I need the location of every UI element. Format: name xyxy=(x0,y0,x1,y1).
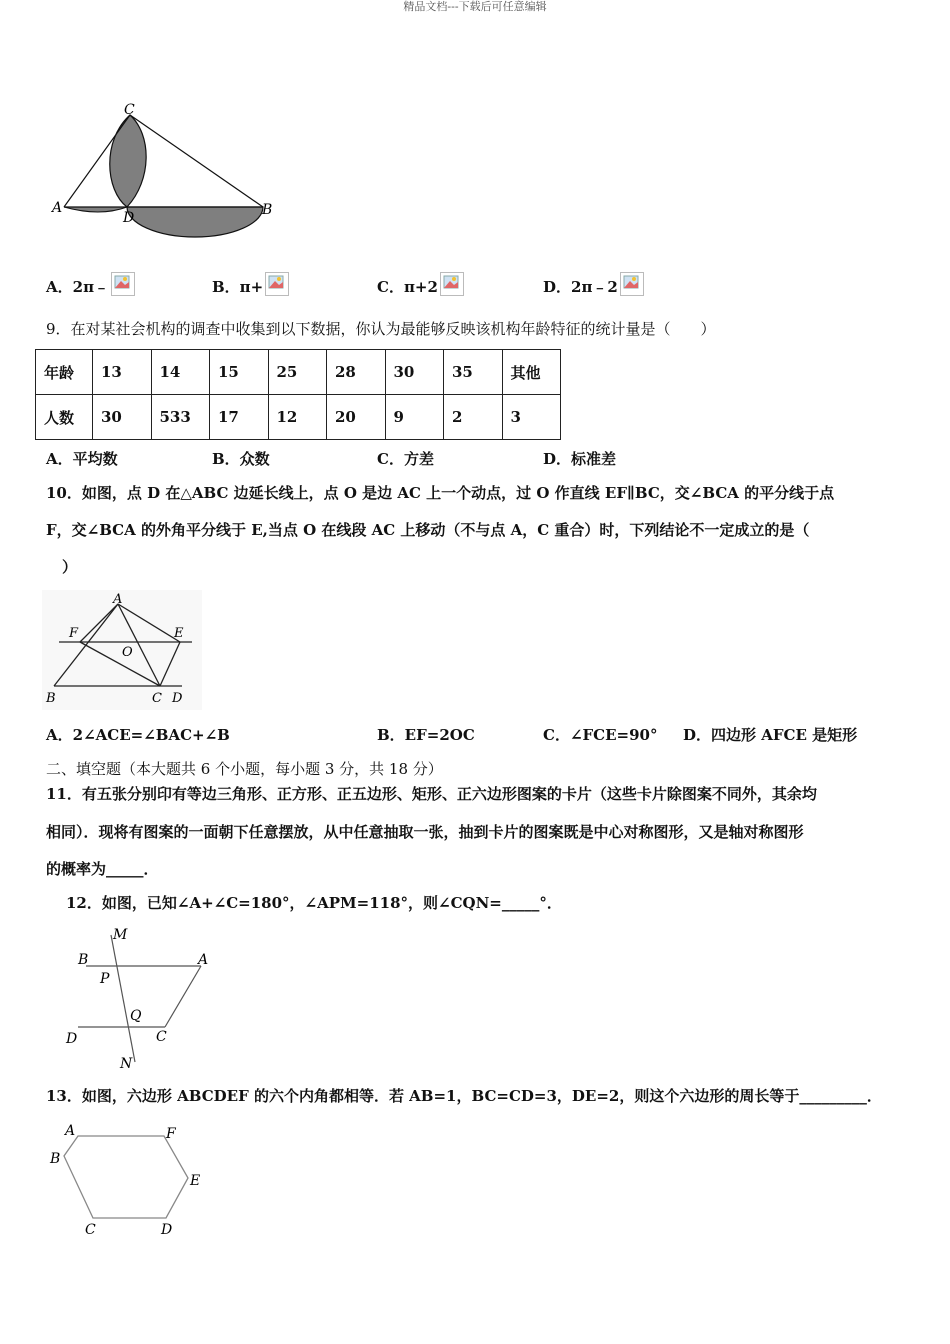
q10-option-d[interactable]: D．四边形 AFCE 是矩形 xyxy=(683,726,858,744)
page-header: 精品文档---下载后可任意编辑 xyxy=(403,0,547,13)
label-d: D xyxy=(123,210,135,226)
q12-stem: 12．如图，已知∠A+∠C=180°，∠APM=118°，则∠CQN=_____°． xyxy=(66,894,562,912)
table-row xyxy=(36,350,561,395)
label-e: E xyxy=(174,626,184,641)
q9-option-d[interactable]: D．标准差 xyxy=(543,450,617,468)
table-cell: 533 xyxy=(151,395,210,440)
figure-q8 xyxy=(40,95,290,255)
label-a: A xyxy=(65,1123,76,1139)
label-c: C xyxy=(85,1222,96,1238)
q10-line-3: ） xyxy=(62,558,78,576)
label-a: A xyxy=(198,952,209,968)
table-cell: 14 xyxy=(151,350,210,395)
q9-option-c[interactable]: C．方差 xyxy=(377,450,434,468)
label-f: F xyxy=(166,1126,176,1142)
q10-option-b[interactable]: B．EF=2OC xyxy=(377,726,475,744)
q8-option-c[interactable] xyxy=(377,272,464,297)
label-d: D xyxy=(172,691,183,706)
q9-table xyxy=(35,349,561,440)
label-b: B xyxy=(262,202,273,218)
table-cell: 30 xyxy=(385,350,444,395)
q8-option-d[interactable] xyxy=(543,272,644,297)
q11-line-2: 相同）．现将有图案的一面朝下任意摆放，从中任意抽取一张，抽到卡片的图案既是中心对称图形，又是轴对称图形 xyxy=(46,823,804,841)
table-cell: 3 xyxy=(502,395,561,440)
label-c: C xyxy=(124,102,135,118)
q11-line-3: 的概率为_____． xyxy=(46,860,159,878)
label-b: B xyxy=(46,691,56,706)
broken-image-icon xyxy=(440,272,464,296)
q8-option-d-label: D．2π﹣2 xyxy=(543,278,618,296)
q11-line-1: 11．有五张分别印有等边三角形、正方形、正五边形、矩形、正六边形图案的卡片（这些卡片除图案不同外，其余均 xyxy=(46,785,817,803)
line-mn xyxy=(111,935,135,1062)
shaded-small-arc xyxy=(64,207,127,212)
q10-option-a[interactable]: A．2∠ACE=∠BAC+∠B xyxy=(46,726,230,744)
table-cell: 12 xyxy=(268,395,327,440)
q10-line-2: F，交∠BCA 的外角平分线于 E,当点 O 在线段 AC 上移动（不与点 A，C 重合）时，下列结论不一定成立的是（ xyxy=(46,521,810,539)
table-cell: 2 xyxy=(444,395,503,440)
table-header-cell: 人数 xyxy=(36,395,93,440)
q8-option-a[interactable] xyxy=(46,272,135,297)
table-cell: 其他 xyxy=(502,350,561,395)
table-cell: 30 xyxy=(93,395,152,440)
label-a: A xyxy=(52,200,63,216)
label-e: E xyxy=(190,1173,201,1189)
segment-cb xyxy=(130,115,263,207)
label-c: C xyxy=(156,1029,167,1045)
table-header-cell: 年龄 xyxy=(36,350,93,395)
label-n: N xyxy=(120,1056,133,1072)
q9-option-a[interactable]: A．平均数 xyxy=(46,450,118,468)
shaded-lens xyxy=(110,115,146,207)
table-cell: 13 xyxy=(93,350,152,395)
table-cell: 35 xyxy=(444,350,503,395)
table-cell: 9 xyxy=(385,395,444,440)
hexagon-abcdef xyxy=(64,1136,188,1218)
shaded-large-semicircle xyxy=(127,207,263,237)
q9-option-b[interactable]: B．众数 xyxy=(212,450,270,468)
broken-image-icon xyxy=(620,272,644,296)
q8-option-b-label: B．π+ xyxy=(212,278,264,296)
broken-image-icon xyxy=(111,272,135,296)
section-2-title: 二、填空题（本大题共 6 个小题，每小题 3 分，共 18 分） xyxy=(46,760,443,778)
label-c: C xyxy=(152,691,162,706)
table-cell: 17 xyxy=(210,395,269,440)
table-row xyxy=(36,395,561,440)
label-q: Q xyxy=(130,1008,142,1024)
q9-stem: 9．在对某社会机构的调查中收集到以下数据，你认为最能够反映该机构年龄特征的统计量是（ ） xyxy=(46,320,716,338)
label-b: B xyxy=(50,1151,61,1167)
figure-q13 xyxy=(45,1118,215,1238)
q13-stem: 13．如图，六边形 ABCDEF 的六个内角都相等．若 AB=1，BC=CD=3，DE=2，则这个六边形的周长等于_________． xyxy=(46,1087,882,1105)
q8-option-b[interactable] xyxy=(212,272,289,297)
q10-option-c[interactable]: C．∠FCE=90° xyxy=(543,726,658,744)
label-p: P xyxy=(100,971,110,987)
q8-option-a-label: A．2π﹣ xyxy=(46,278,110,296)
label-b: B xyxy=(78,952,89,968)
broken-image-icon xyxy=(265,272,289,296)
q10-line-1: 10．如图，点 D 在△ABC 边延长线上，点 O 是边 AC 上一个动点，过 O 作直线 EF∥BC，交∠BCA 的平分线于点 xyxy=(46,484,835,502)
q8-option-c-label: C．π+2 xyxy=(377,278,438,296)
label-f: F xyxy=(69,626,79,641)
label-a: A xyxy=(113,592,123,607)
label-d: D xyxy=(161,1222,173,1238)
table-cell: 15 xyxy=(210,350,269,395)
label-d: D xyxy=(66,1031,78,1047)
figure-q12 xyxy=(58,922,218,1072)
segment-ac xyxy=(165,966,201,1027)
figure-q10 xyxy=(42,590,202,710)
table-cell: 20 xyxy=(327,395,386,440)
label-o: O xyxy=(122,645,133,660)
label-m: M xyxy=(113,927,128,943)
table-cell: 28 xyxy=(327,350,386,395)
table-cell: 25 xyxy=(268,350,327,395)
